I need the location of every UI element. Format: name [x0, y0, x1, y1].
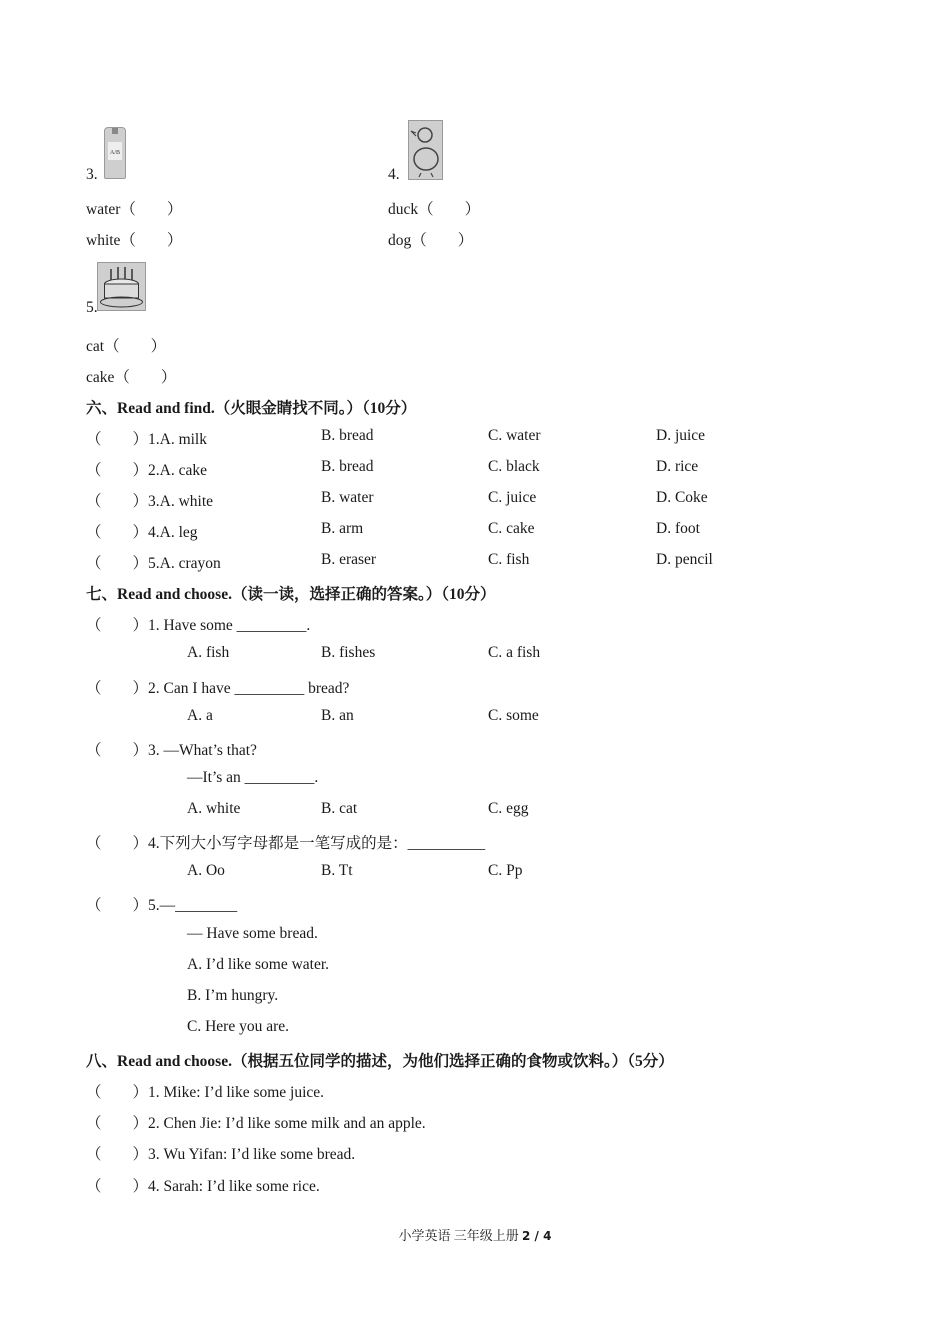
s6-row4-b: B. arm	[321, 520, 364, 537]
s7-q3-a: A. white	[187, 800, 241, 817]
s7-q5: （ ）5.—________	[86, 897, 238, 914]
s6-row1-a: （ ）1.A. milk	[86, 431, 207, 448]
s8-item-2: （ ）2. Chen Jie: I’d like some milk and an apple.	[86, 1115, 426, 1132]
section-8-title: 八、Read and choose.（根据五位同学的描述，为他们选择正确的食物或饮料。）（5分）	[86, 1053, 674, 1070]
duck-image	[408, 120, 443, 180]
s7-q1-b: B. fishes	[321, 644, 376, 661]
page-footer	[0, 1225, 950, 1244]
section-6-title: 六、Read and find.（火眼金睛找不同。）（10分）	[86, 400, 417, 417]
s6-row2-a: （ ）2.A. cake	[86, 462, 207, 479]
q5-option-cake: cake（ ）	[86, 369, 177, 386]
s8-item-4: （ ）4. Sarah: I’d like some rice.	[86, 1178, 320, 1195]
s7-q2-a: A. a	[187, 707, 213, 724]
cake-icon	[98, 263, 145, 310]
q4-option-duck: duck（ ）	[388, 201, 481, 218]
s7-q5-c: C. Here you are.	[187, 1018, 289, 1035]
s7-q4-c: C. Pp	[488, 862, 523, 879]
s6-row5-c: C. fish	[488, 551, 530, 568]
s6-row2-b: B. bread	[321, 458, 374, 475]
s7-q3: （ ）3. —What’s that?	[86, 742, 257, 759]
s7-q2: （ ）2. Can I have _________ bread?	[86, 680, 350, 697]
water-bottle-image	[104, 127, 126, 179]
s6-row2-d: D. rice	[656, 458, 699, 475]
s8-item-3: （ ）3. Wu Yifan: I’d like some bread.	[86, 1146, 356, 1163]
s6-row2-c: C. black	[488, 458, 540, 475]
s6-row4-a: （ ）4.A. leg	[86, 524, 198, 541]
s6-row3-b: B. water	[321, 489, 374, 506]
s6-row1-d: D. juice	[656, 427, 706, 444]
s6-row4-c: C. cake	[488, 520, 535, 537]
s6-row4-d: D. foot	[656, 520, 700, 537]
s6-row3-d: D. Coke	[656, 489, 708, 506]
s7-q2-b: B. an	[321, 707, 354, 724]
s6-row1-b: B. bread	[321, 427, 374, 444]
bottle-icon	[105, 128, 125, 178]
q3-number: 3.	[86, 166, 98, 183]
q4-option-dog: dog（ ）	[388, 232, 474, 249]
svg-text:A/B: A/B	[109, 150, 121, 156]
s6-row3-a: （ ）3.A. white	[86, 493, 214, 510]
birthday-cake-image	[97, 262, 146, 311]
s6-row5-d: D. pencil	[656, 551, 713, 568]
footer-text: 小学英语 三年级上册	[398, 1228, 519, 1243]
s7-q5-a: A. I’d like some water.	[187, 956, 330, 973]
s6-row5-b: B. eraser	[321, 551, 377, 568]
s7-q3-b: B. cat	[321, 800, 358, 817]
s7-q4: （ ）4.下列大小写字母都是一笔写成的是：__________	[86, 835, 486, 852]
s7-q5-line2: — Have some bread.	[187, 925, 318, 942]
s6-row1-c: C. water	[488, 427, 541, 444]
s7-q5-b: B. I’m hungry.	[187, 987, 279, 1004]
s7-q1-c: C. a fish	[488, 644, 541, 661]
s7-q3-c: C. egg	[488, 800, 529, 817]
q4-number: 4.	[388, 166, 400, 183]
s7-q4-a: A. Oo	[187, 862, 225, 879]
s6-row3-c: C. juice	[488, 489, 537, 506]
q3-option-white: white（ ）	[86, 232, 183, 249]
s7-q1: （ ）1. Have some _________.	[86, 617, 311, 634]
q3-option-water: water（ ）	[86, 201, 183, 218]
q5-option-cat: cat（ ）	[86, 338, 167, 355]
s8-item-1: （ ）1. Mike: I’d like some juice.	[86, 1084, 325, 1101]
s7-q4-b: B. Tt	[321, 862, 353, 879]
s6-row5-a: （ ）5.A. crayon	[86, 555, 221, 572]
section-7-title: 七、Read and choose.（读一读，选择正确的答案。）（10分）	[86, 586, 496, 603]
page-number: 2 / 4	[522, 1229, 552, 1243]
q5-number: 5.	[86, 299, 98, 316]
s7-q2-c: C. some	[488, 707, 539, 724]
s7-q3-line2: —It’s an _________.	[187, 769, 319, 786]
s7-q1-a: A. fish	[187, 644, 230, 661]
duck-icon	[409, 121, 442, 179]
